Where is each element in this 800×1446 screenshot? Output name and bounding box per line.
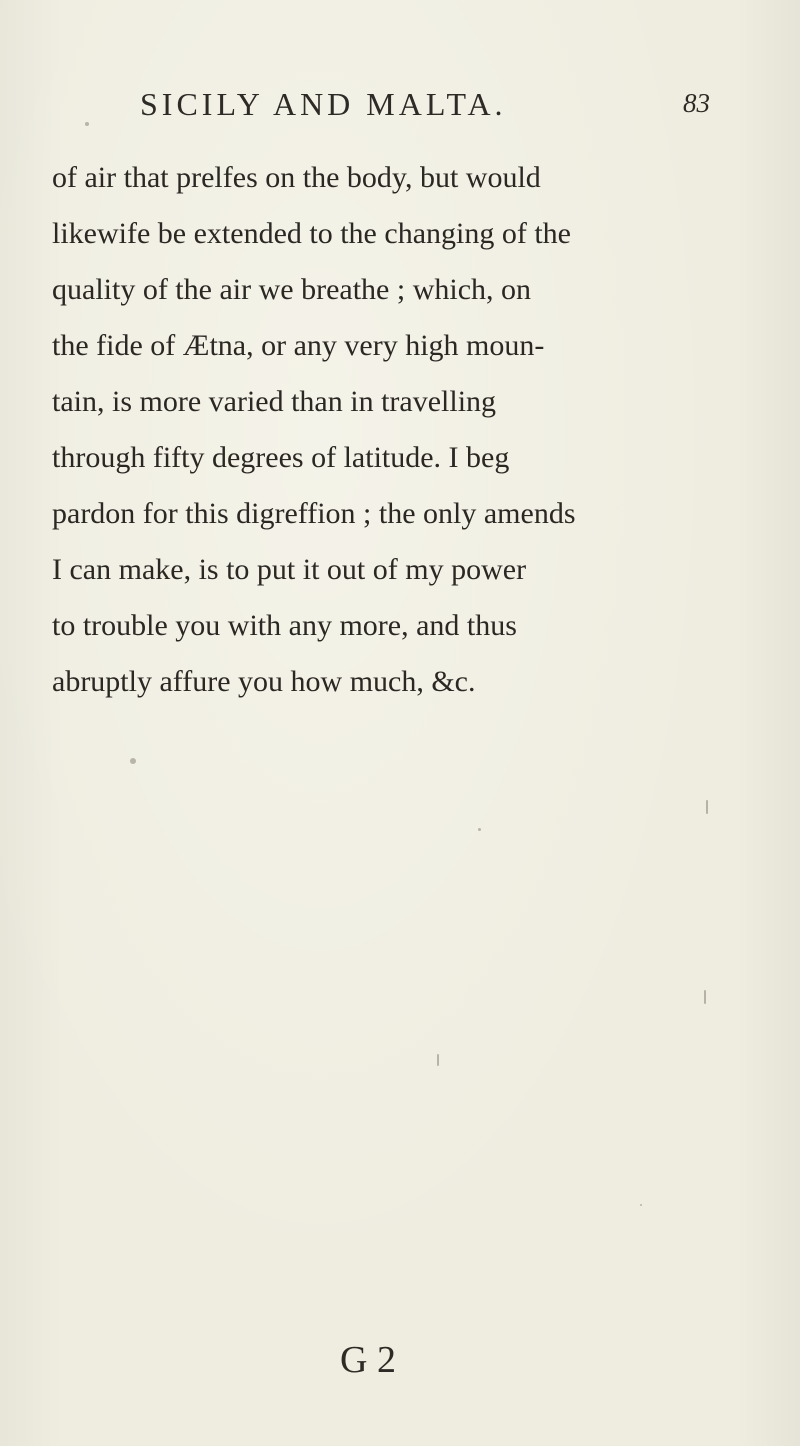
- paper-speck: [437, 1054, 439, 1066]
- text-line: abruptly affure you how much, &c.: [52, 665, 476, 698]
- paper-speck: [640, 1204, 642, 1206]
- running-head: [140, 86, 710, 130]
- text-line: through fifty degrees of latitude. I beg: [52, 441, 510, 474]
- paper-speck: [704, 990, 706, 1004]
- page-number: 83: [683, 88, 710, 118]
- paper-speck: [706, 800, 708, 814]
- text-line: pardon for this digreffion ; the only amends: [52, 497, 576, 530]
- body-text: [52, 150, 717, 710]
- paper-speck: [478, 828, 481, 831]
- text-line: of air that prelfes on the body, but would: [52, 161, 541, 194]
- text-line: to trouble you with any more, and thus: [52, 609, 517, 642]
- text-line: the fide of Ætna, or any very high moun-: [52, 329, 545, 362]
- text-line: quality of the air we breathe ; which, on: [52, 273, 532, 306]
- paper-speck: [130, 758, 136, 764]
- text-line: I can make, is to put it out of my power: [52, 553, 527, 586]
- text-line: likewife be extended to the changing of the: [52, 217, 571, 250]
- running-title: SICILY AND MALTA.: [140, 86, 507, 122]
- signature-mark: G 2: [340, 1339, 396, 1381]
- text-line: tain, is more varied than in travelling: [52, 385, 497, 418]
- paper-speck: [85, 122, 89, 126]
